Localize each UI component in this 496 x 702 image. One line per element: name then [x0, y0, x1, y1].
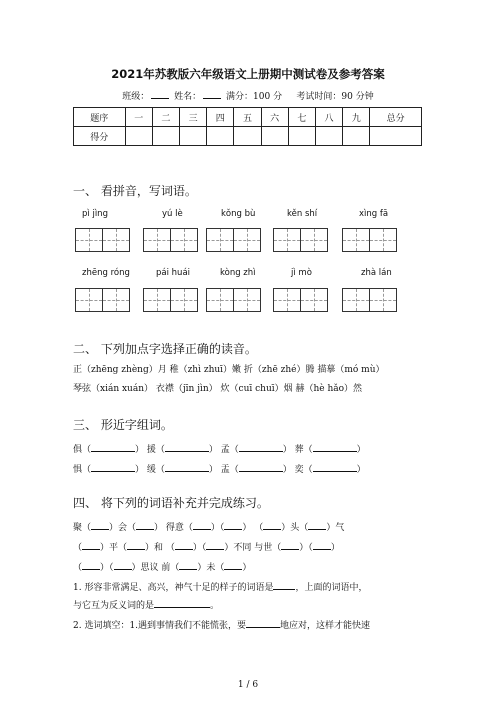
answer-blank[interactable]	[136, 520, 154, 530]
writing-box[interactable]	[206, 288, 261, 312]
idiom-line: （ ）平（ ）和 （ ）（ ）不同 与世（ ）（ ）	[73, 540, 340, 553]
class-blank	[151, 89, 169, 99]
answer-blank[interactable]	[91, 442, 135, 452]
word-group-row: 俱（ ） 援（ ） 孟（ ） 葬（ ）	[73, 442, 366, 455]
answer-blank[interactable]	[165, 442, 209, 452]
pronunciation-line: 琴弦（xián xuán） 衣襟（jīn jìn） 炊（cuī chuī）烟 赫（hè hǎo）然	[73, 384, 363, 394]
answer-blank[interactable]	[175, 540, 193, 550]
section3-heading: 三、 形近字组词。	[73, 418, 173, 432]
page-number: 1 / 6	[237, 680, 259, 690]
pinyin-label: xìng fā	[359, 209, 389, 219]
answer-blank[interactable]	[82, 560, 100, 570]
answer-blank[interactable]	[263, 520, 281, 530]
section4-heading: 四、 将下列的词语补充并完成练习。	[73, 496, 269, 510]
question-2: 2. 选词填空：1.遇到事情我们不能慌张，要 地应对，这样才能快速	[73, 618, 370, 631]
header-cell: 题序	[74, 108, 126, 127]
time-label: 考试时间：90 分钟	[296, 92, 374, 102]
class-label: 班级：	[122, 92, 150, 102]
score-cell[interactable]	[152, 127, 179, 146]
pinyin-label: pì jìng	[82, 209, 108, 219]
answer-blank[interactable]	[313, 540, 331, 550]
writing-box[interactable]	[75, 288, 130, 312]
pinyin-label: yú lè	[162, 209, 183, 219]
pronunciation-line: 正（zhēng zhèng）月 稚（zhì zhuī）嫩 折（zhē zhé）腾 描摹（mó mù）	[73, 365, 385, 375]
score-cell[interactable]	[180, 127, 207, 146]
exam-info	[0, 89, 496, 102]
answer-blank[interactable]	[82, 540, 100, 550]
pinyin-label: kěn shí	[287, 209, 318, 219]
answer-blank[interactable]	[165, 462, 209, 472]
answer-blank[interactable]	[91, 462, 135, 472]
question-1: 1. 形容非常满足、高兴，神气十足的样子的词语是 ，上面的词语中，	[73, 580, 367, 593]
answer-blank[interactable]	[308, 520, 326, 530]
header-cell: 五	[234, 108, 261, 127]
score-cell[interactable]	[315, 127, 342, 146]
answer-blank[interactable]	[224, 520, 242, 530]
score-cell[interactable]	[343, 127, 370, 146]
writing-box[interactable]	[273, 288, 328, 312]
writing-box[interactable]	[143, 288, 198, 312]
answer-blank[interactable]	[273, 580, 295, 590]
name-label: 姓名：	[174, 92, 202, 102]
pinyin-label: zhà lán	[361, 268, 392, 278]
answer-blank[interactable]	[239, 442, 283, 452]
writing-box[interactable]	[206, 228, 261, 252]
answer-blank[interactable]	[313, 462, 357, 472]
answer-blank[interactable]	[154, 598, 210, 608]
section2-heading: 二、 下列加点字选择正确的读音。	[73, 342, 257, 356]
score-cell[interactable]	[234, 127, 261, 146]
answer-blank[interactable]	[224, 560, 242, 570]
name-blank	[203, 89, 221, 99]
pinyin-label: pái huái	[156, 268, 191, 278]
header-cell: 总分	[370, 108, 422, 127]
score-row-label: 得分	[74, 127, 126, 146]
answer-blank[interactable]	[239, 462, 283, 472]
writing-box[interactable]	[143, 228, 198, 252]
answer-blank[interactable]	[91, 520, 109, 530]
score-table	[73, 107, 422, 146]
score-header-row	[74, 108, 422, 127]
pinyin-label: kǒng bù	[221, 209, 256, 219]
header-cell: 六	[261, 108, 288, 127]
answer-blank[interactable]	[193, 520, 211, 530]
score-label: 满分：100 分	[226, 92, 283, 102]
answer-blank[interactable]	[127, 540, 145, 550]
answer-blank[interactable]	[281, 540, 299, 550]
pinyin-label: kòng zhì	[220, 268, 256, 278]
header-cell: 九	[343, 108, 370, 127]
header-cell: 八	[315, 108, 342, 127]
writing-box[interactable]	[273, 228, 328, 252]
score-cell[interactable]	[288, 127, 315, 146]
header-cell: 二	[152, 108, 179, 127]
pinyin-label: zhēng róng	[82, 268, 130, 278]
idiom-line: 聚（ ）会（ ） 得意（ ）（ ） （ ）头（ ）气	[73, 520, 344, 533]
score-cell[interactable]	[125, 127, 152, 146]
pinyin-label: jì mò	[291, 268, 312, 278]
writing-box[interactable]	[75, 228, 130, 252]
writing-box[interactable]	[342, 228, 397, 252]
header-cell: 三	[180, 108, 207, 127]
page-title: 2021年苏教版六年级语文上册期中测试卷及参考答案	[111, 67, 385, 81]
score-row	[74, 127, 422, 146]
idiom-line: （ ）（ ）思议 前（ ）未（ ）	[73, 560, 251, 573]
score-cell[interactable]	[261, 127, 288, 146]
score-cell[interactable]	[207, 127, 234, 146]
answer-blank[interactable]	[206, 540, 224, 550]
answer-blank[interactable]	[246, 618, 280, 628]
header-cell: 四	[207, 108, 234, 127]
section1-heading: 一、 看拼音，写词语。	[73, 184, 197, 198]
answer-blank[interactable]	[313, 442, 357, 452]
score-cell[interactable]	[370, 127, 422, 146]
header-cell: 一	[125, 108, 152, 127]
answer-blank[interactable]	[179, 560, 197, 570]
writing-box[interactable]	[342, 288, 397, 312]
word-group-row: 惧（ ） 缓（ ） 盂（ ） 奕（ ）	[73, 462, 366, 475]
header-cell: 七	[288, 108, 315, 127]
answer-blank[interactable]	[114, 560, 132, 570]
question-1-cont: 与它互为反义词的是 。	[73, 598, 219, 611]
